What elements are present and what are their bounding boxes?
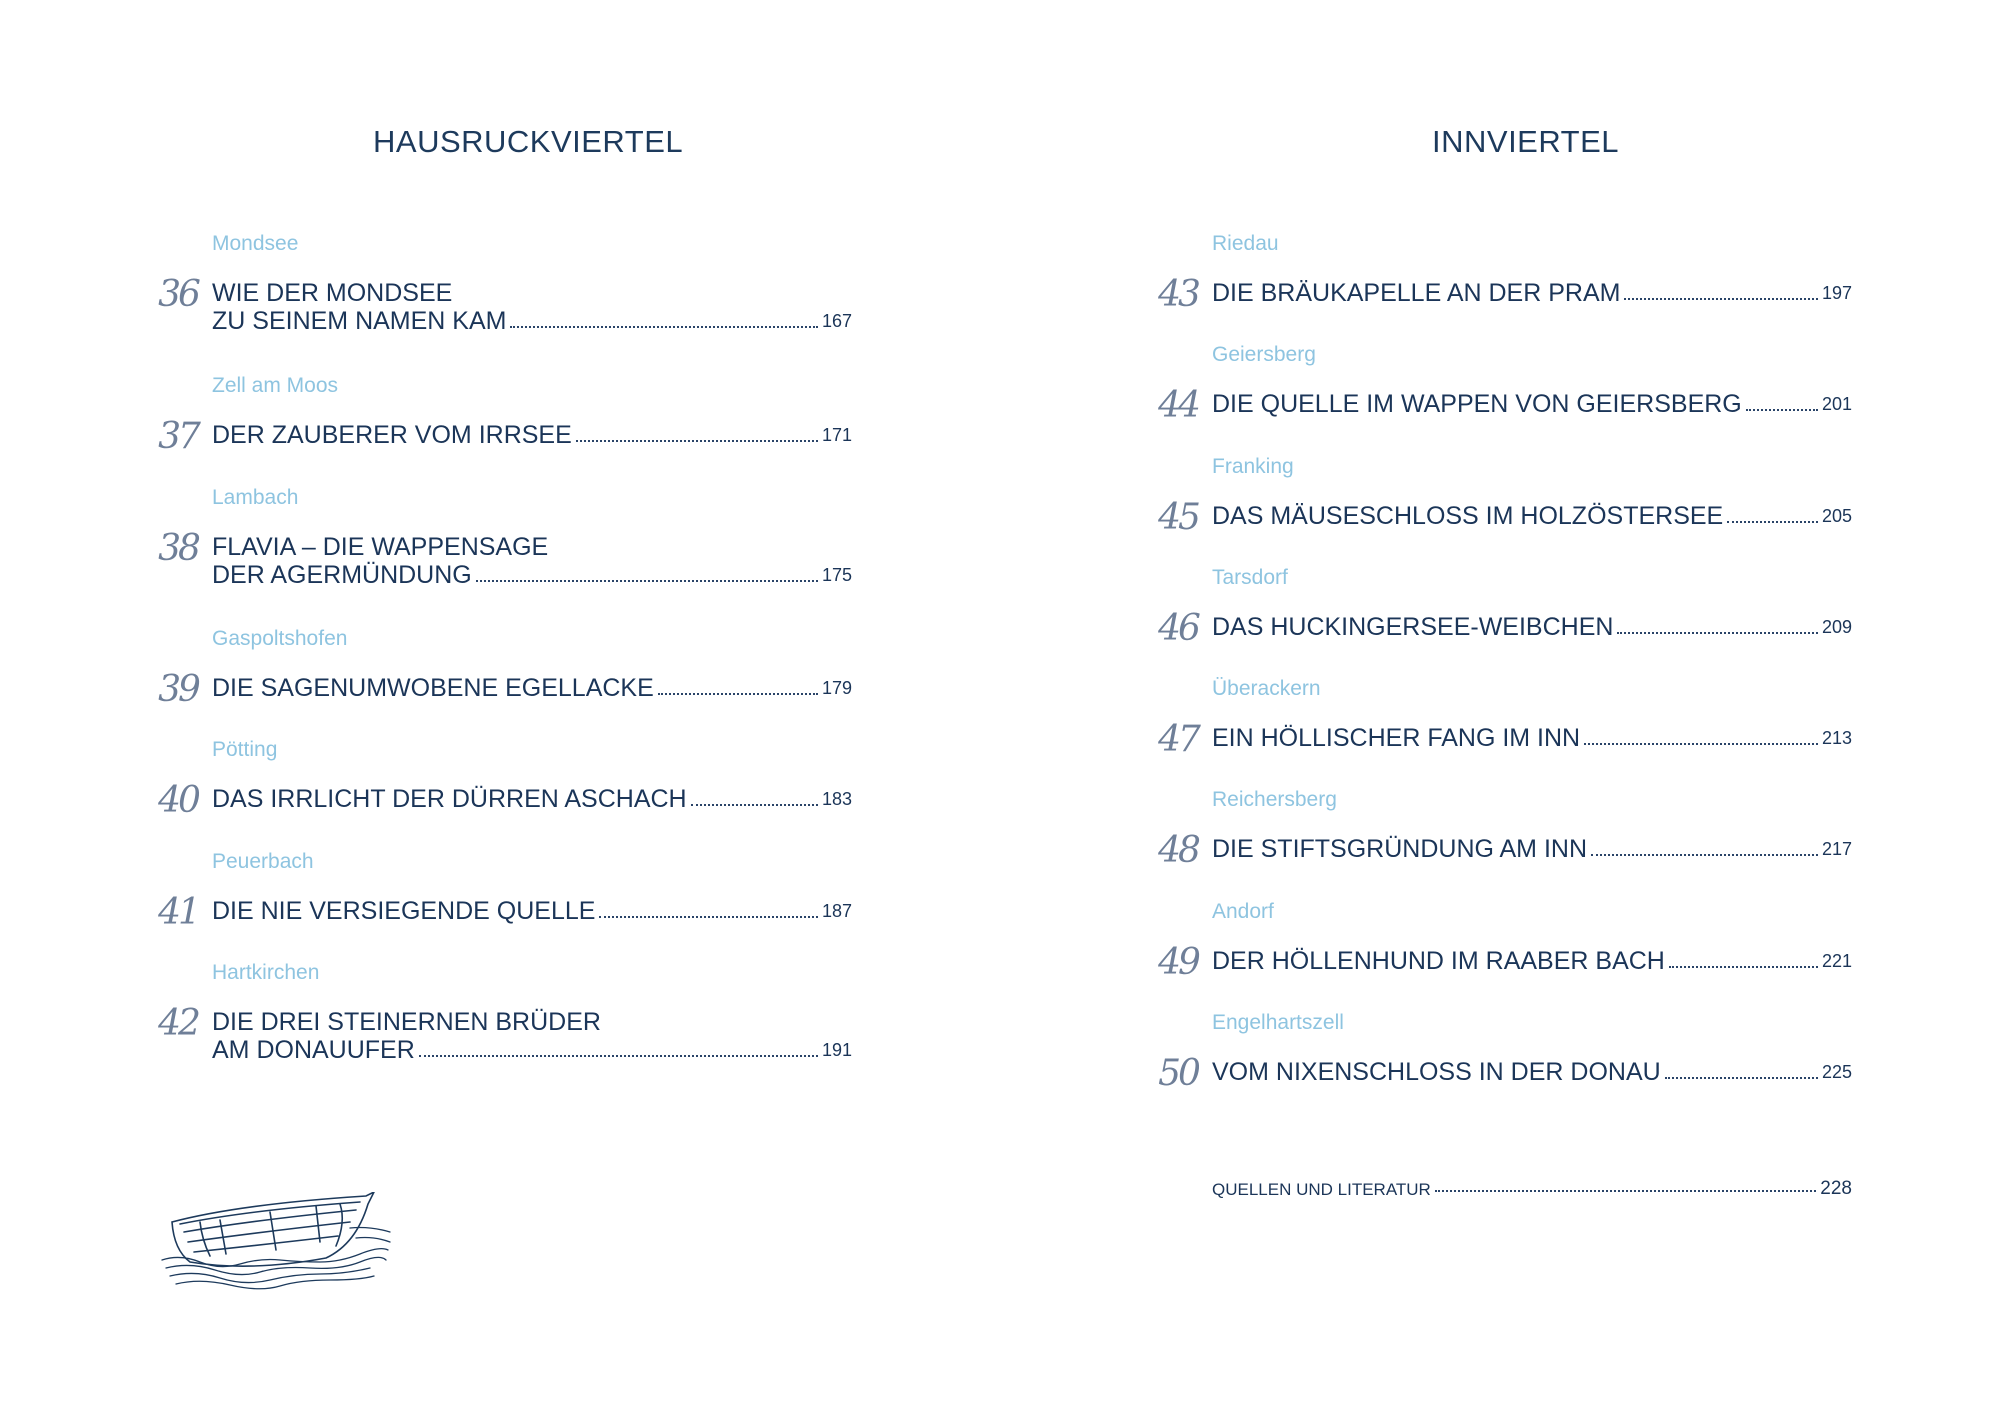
dot-leader xyxy=(691,803,818,806)
entry-title-line2: AM DONAUUFER xyxy=(212,1036,415,1064)
entry-page-number: 191 xyxy=(821,1040,852,1060)
entry-number: 47 xyxy=(1158,719,1198,760)
entry-page-number: 201 xyxy=(1821,394,1852,414)
entry-number: 40 xyxy=(158,780,198,821)
entry-page-number: 209 xyxy=(1821,617,1852,637)
entry-title-line1: DIE DREI STEINERNEN BRÜDER xyxy=(212,1008,601,1036)
entry-location: Zell am Moos xyxy=(212,374,339,397)
entry-page-number: 183 xyxy=(821,789,852,809)
entry-title: DER ZAUBERER VOM IRRSEE xyxy=(212,421,572,449)
entry-number: 49 xyxy=(1158,942,1198,983)
entry-location: Franking xyxy=(1212,455,1294,478)
entry-title-line2: ZU SEINEM NAMEN KAM xyxy=(212,307,507,335)
entry-number: 50 xyxy=(1158,1053,1198,1094)
entry-title: VOM NIXENSCHLOSS IN DER DONAU xyxy=(1212,1058,1661,1086)
entry-location: Lambach xyxy=(212,486,299,509)
entry-location: Reichersberg xyxy=(1212,788,1337,811)
entry-leader xyxy=(212,896,852,926)
entry-number: 41 xyxy=(158,892,198,933)
right-page xyxy=(1000,0,2000,1412)
section-title-innviertel: INNVIERTEL xyxy=(1432,124,1620,159)
entry-page-number: 167 xyxy=(821,311,852,331)
entry-title: DIE SAGENUMWOBENE EGELLACKE xyxy=(212,674,654,702)
entry-page-number: 187 xyxy=(821,901,852,921)
entry-title: DIE NIE VERSIEGENDE QUELLE xyxy=(212,897,596,925)
entry-leader xyxy=(1212,612,1852,642)
entry-leader xyxy=(212,560,852,590)
entry-location: Mondsee xyxy=(212,232,299,255)
entry-location: Überackern xyxy=(1212,677,1321,700)
entry-leader xyxy=(1212,834,1852,864)
entry-number: 43 xyxy=(1158,274,1198,315)
entry-page-number: 197 xyxy=(1821,283,1852,303)
entry-title-line2: DER AGERMÜNDUNG xyxy=(212,561,472,589)
entry-location: Hartkirchen xyxy=(212,961,320,984)
entry-leader xyxy=(1212,946,1852,976)
rowboat-illustration xyxy=(160,1192,392,1292)
entry-number: 46 xyxy=(1158,608,1198,649)
entry-title: DAS HUCKINGERSEE-WEIBCHEN xyxy=(1212,613,1614,641)
dot-leader xyxy=(476,579,818,582)
entry-page-number: 213 xyxy=(1821,728,1852,748)
entry-title-line1: WIE DER MONDSEE xyxy=(212,279,453,307)
dot-leader xyxy=(419,1054,818,1057)
dot-leader xyxy=(1435,1189,1816,1192)
entry-location: Engelhartszell xyxy=(1212,1011,1344,1034)
entry-title-line1: FLAVIA – DIE WAPPENSAGE xyxy=(212,533,549,561)
entry-location: Pötting xyxy=(212,738,278,761)
entry-leader xyxy=(1212,389,1852,419)
sources-label: QUELLEN UND LITERATUR xyxy=(1212,1180,1431,1199)
entry-number: 45 xyxy=(1158,497,1198,538)
toc-list-right xyxy=(1000,0,2000,1412)
section-title-hausruckviertel: HAUSRUCKVIERTEL xyxy=(373,124,684,159)
dot-leader xyxy=(510,325,817,328)
entry-page-number: 175 xyxy=(821,565,852,585)
dot-leader xyxy=(1669,965,1818,968)
sources-entry[interactable] xyxy=(1212,1178,1852,1200)
entry-location: Gaspoltshofen xyxy=(212,627,348,650)
sources-page-number: 228 xyxy=(1820,1178,1852,1199)
entry-title: DIE BRÄUKAPELLE AN DER PRAM xyxy=(1212,279,1621,307)
entry-location: Geiersberg xyxy=(1212,343,1316,366)
entry-location: Andorf xyxy=(1212,900,1274,923)
entry-location: Riedau xyxy=(1212,232,1279,255)
entry-number: 39 xyxy=(158,669,198,710)
entry-number: 38 xyxy=(158,528,198,569)
entry-leader xyxy=(1212,1057,1852,1087)
entry-number: 48 xyxy=(1158,830,1198,871)
entry-number: 42 xyxy=(158,1003,198,1044)
entry-number: 36 xyxy=(158,274,198,315)
entry-number: 37 xyxy=(158,416,198,457)
entry-title: DAS IRRLICHT DER DÜRREN ASCHACH xyxy=(212,785,687,813)
entry-leader xyxy=(1212,723,1852,753)
dot-leader xyxy=(1665,1076,1818,1079)
entry-page-number: 179 xyxy=(821,678,852,698)
entry-leader xyxy=(1212,501,1852,531)
entry-page-number: 221 xyxy=(1821,951,1852,971)
entry-leader xyxy=(212,420,852,450)
entry-page-number: 217 xyxy=(1821,839,1852,859)
entry-page-number: 205 xyxy=(1821,506,1852,526)
entry-leader xyxy=(212,306,852,336)
entry-leader xyxy=(1212,278,1852,308)
entry-location: Peuerbach xyxy=(212,850,314,873)
entry-page-number: 225 xyxy=(1821,1062,1852,1082)
entry-title: EIN HÖLLISCHER FANG IM INN xyxy=(1212,724,1581,752)
dot-leader xyxy=(1584,742,1818,745)
entry-title: DIE STIFTSGRÜNDUNG AM INN xyxy=(1212,835,1588,863)
dot-leader xyxy=(1591,853,1818,856)
dot-leader xyxy=(599,915,818,918)
dot-leader xyxy=(576,439,818,442)
entry-number: 44 xyxy=(1158,385,1198,426)
dot-leader xyxy=(1617,631,1818,634)
entry-leader xyxy=(212,673,852,703)
entry-title: DIE QUELLE IM WAPPEN VON GEIERSBERG xyxy=(1212,390,1742,418)
dot-leader xyxy=(1727,520,1818,523)
entry-leader xyxy=(212,1035,852,1065)
dot-leader xyxy=(1624,297,1817,300)
dot-leader xyxy=(1746,408,1818,411)
entry-title: DER HÖLLENHUND IM RAABER BACH xyxy=(1212,947,1665,975)
entry-location: Tarsdorf xyxy=(1212,566,1288,589)
entry-leader xyxy=(212,784,852,814)
dot-leader xyxy=(658,692,818,695)
entry-title: DAS MÄUSESCHLOSS IM HOLZÖSTERSEE xyxy=(1212,502,1724,530)
entry-page-number: 171 xyxy=(821,425,852,445)
